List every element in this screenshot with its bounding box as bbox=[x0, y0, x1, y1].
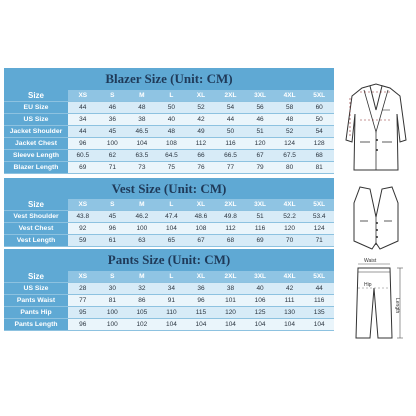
table-cell: 44 bbox=[216, 114, 246, 126]
table-cell: 104 bbox=[275, 319, 305, 331]
table-cell: 38 bbox=[216, 283, 246, 295]
vest-size-header: 2XL bbox=[216, 199, 246, 211]
table-cell: 52.2 bbox=[275, 211, 305, 223]
table-cell: 40 bbox=[245, 283, 275, 295]
table-cell: 48 bbox=[275, 114, 305, 126]
table-cell: 111 bbox=[275, 295, 305, 307]
pants-table bbox=[4, 271, 334, 331]
pants-size-header: 3XL bbox=[245, 271, 275, 283]
row-label: Pants Length bbox=[4, 319, 68, 331]
table-cell: 102 bbox=[127, 319, 157, 331]
table-cell: 45 bbox=[98, 211, 128, 223]
blazer-title: Blazer Size (Unit: CM) bbox=[4, 68, 334, 90]
table-cell: 48 bbox=[157, 126, 187, 138]
table-cell: 104 bbox=[216, 319, 246, 331]
table-cell: 69 bbox=[68, 162, 98, 174]
hip-label: Hip bbox=[364, 282, 372, 288]
pants-header-row bbox=[4, 271, 334, 283]
table-cell: 67 bbox=[186, 235, 216, 247]
table-cell: 105 bbox=[127, 307, 157, 319]
table-cell: 79 bbox=[245, 162, 275, 174]
table-cell: 71 bbox=[98, 162, 128, 174]
table-row bbox=[4, 162, 334, 174]
pants-size-header: 4XL bbox=[275, 271, 305, 283]
table-cell: 53.4 bbox=[304, 211, 334, 223]
table-cell: 30 bbox=[98, 283, 128, 295]
table-cell: 58 bbox=[275, 102, 305, 114]
table-cell: 36 bbox=[98, 114, 128, 126]
table-cell: 104 bbox=[245, 319, 275, 331]
table-cell: 115 bbox=[186, 307, 216, 319]
vest-title: Vest Size (Unit: CM) bbox=[4, 178, 334, 199]
table-cell: 76 bbox=[186, 162, 216, 174]
table-cell: 48 bbox=[127, 102, 157, 114]
table-cell: 125 bbox=[245, 307, 275, 319]
table-cell: 104 bbox=[157, 223, 187, 235]
pants-size-header: 5XL bbox=[304, 271, 334, 283]
table-cell: 101 bbox=[216, 295, 246, 307]
blazer-size-header: 4XL bbox=[275, 90, 305, 102]
table-cell: 46 bbox=[98, 102, 128, 114]
table-cell: 34 bbox=[68, 114, 98, 126]
blazer-size-header: S bbox=[98, 90, 128, 102]
table-cell: 42 bbox=[186, 114, 216, 126]
pants-header-label: Size bbox=[4, 271, 68, 283]
table-row bbox=[4, 283, 334, 295]
table-cell: 56 bbox=[245, 102, 275, 114]
table-cell: 96 bbox=[98, 223, 128, 235]
blazer-table bbox=[4, 90, 334, 174]
table-cell: 120 bbox=[245, 138, 275, 150]
table-cell: 50 bbox=[304, 114, 334, 126]
table-cell: 54 bbox=[304, 126, 334, 138]
table-cell: 116 bbox=[245, 223, 275, 235]
vest-header-row bbox=[4, 199, 334, 211]
pants-size-header: 2XL bbox=[216, 271, 246, 283]
vest-size-header: XL bbox=[186, 199, 216, 211]
table-cell: 62 bbox=[98, 150, 128, 162]
table-cell: 67.5 bbox=[275, 150, 305, 162]
vest-size-header: M bbox=[127, 199, 157, 211]
table-cell: 46.5 bbox=[127, 126, 157, 138]
table-row bbox=[4, 150, 334, 162]
waist-label: Waist bbox=[364, 258, 377, 264]
table-cell: 34 bbox=[157, 283, 187, 295]
table-cell: 112 bbox=[216, 223, 246, 235]
table-cell: 100 bbox=[98, 307, 128, 319]
table-cell: 135 bbox=[304, 307, 334, 319]
table-cell: 70 bbox=[275, 235, 305, 247]
table-cell: 66 bbox=[186, 150, 216, 162]
row-label: Pants Waist bbox=[4, 295, 68, 307]
vest-table bbox=[4, 199, 334, 247]
table-row bbox=[4, 235, 334, 247]
table-cell: 92 bbox=[68, 223, 98, 235]
vest-sketch bbox=[346, 183, 406, 251]
row-label: Pants Hip bbox=[4, 307, 68, 319]
blazer-size-header: 2XL bbox=[216, 90, 246, 102]
vest-size-header: S bbox=[98, 199, 128, 211]
table-cell: 38 bbox=[127, 114, 157, 126]
table-cell: 96 bbox=[68, 138, 98, 150]
table-cell: 68 bbox=[304, 150, 334, 162]
table-cell: 110 bbox=[157, 307, 187, 319]
table-cell: 46 bbox=[245, 114, 275, 126]
table-cell: 67 bbox=[245, 150, 275, 162]
table-cell: 60 bbox=[304, 102, 334, 114]
table-cell: 80 bbox=[275, 162, 305, 174]
table-cell: 59 bbox=[68, 235, 98, 247]
table-row bbox=[4, 138, 334, 150]
table-cell: 63 bbox=[127, 235, 157, 247]
pants-size-header: XS bbox=[68, 271, 98, 283]
table-cell: 81 bbox=[98, 295, 128, 307]
blazer-sketch bbox=[340, 80, 412, 175]
table-cell: 77 bbox=[68, 295, 98, 307]
table-cell: 45 bbox=[98, 126, 128, 138]
table-cell: 63.5 bbox=[127, 150, 157, 162]
row-label: Vest Chest bbox=[4, 223, 68, 235]
table-cell: 64.5 bbox=[157, 150, 187, 162]
table-cell: 108 bbox=[157, 138, 187, 150]
table-cell: 124 bbox=[304, 223, 334, 235]
table-cell: 51 bbox=[245, 211, 275, 223]
table-cell: 120 bbox=[216, 307, 246, 319]
vest-size-header: 3XL bbox=[245, 199, 275, 211]
table-cell: 68 bbox=[216, 235, 246, 247]
vest-size-header: L bbox=[157, 199, 187, 211]
table-cell: 65 bbox=[157, 235, 187, 247]
table-cell: 95 bbox=[68, 307, 98, 319]
vest-size-header: 5XL bbox=[304, 199, 334, 211]
table-cell: 116 bbox=[304, 295, 334, 307]
table-cell: 32 bbox=[127, 283, 157, 295]
blazer-icon bbox=[340, 80, 412, 175]
row-label: US Size bbox=[4, 283, 68, 295]
size-chart-panel bbox=[4, 68, 334, 348]
table-cell: 49.8 bbox=[216, 211, 246, 223]
blazer-size-header: XS bbox=[68, 90, 98, 102]
table-cell: 73 bbox=[127, 162, 157, 174]
table-cell: 43.8 bbox=[68, 211, 98, 223]
table-cell: 130 bbox=[275, 307, 305, 319]
table-cell: 100 bbox=[98, 138, 128, 150]
table-cell: 54 bbox=[216, 102, 246, 114]
table-row bbox=[4, 223, 334, 235]
table-cell: 52 bbox=[186, 102, 216, 114]
table-cell: 44 bbox=[68, 126, 98, 138]
vest-size-header: 4XL bbox=[275, 199, 305, 211]
table-cell: 51 bbox=[245, 126, 275, 138]
table-cell: 124 bbox=[275, 138, 305, 150]
table-cell: 104 bbox=[186, 319, 216, 331]
table-cell: 40 bbox=[157, 114, 187, 126]
vest-size-header: XS bbox=[68, 199, 98, 211]
table-row bbox=[4, 307, 334, 319]
row-label: Sleeve Length bbox=[4, 150, 68, 162]
row-label: EU Size bbox=[4, 102, 68, 114]
table-row bbox=[4, 295, 334, 307]
table-cell: 100 bbox=[98, 319, 128, 331]
table-cell: 81 bbox=[304, 162, 334, 174]
table-row bbox=[4, 126, 334, 138]
table-cell: 104 bbox=[304, 319, 334, 331]
blazer-size-header: 5XL bbox=[304, 90, 334, 102]
table-cell: 48.6 bbox=[186, 211, 216, 223]
row-label: US Size bbox=[4, 114, 68, 126]
table-cell: 42 bbox=[275, 283, 305, 295]
pants-size-header: M bbox=[127, 271, 157, 283]
table-cell: 86 bbox=[127, 295, 157, 307]
table-cell: 77 bbox=[216, 162, 246, 174]
table-row bbox=[4, 211, 334, 223]
table-cell: 100 bbox=[127, 223, 157, 235]
vest-header-label: Size bbox=[4, 199, 68, 211]
table-cell: 28 bbox=[68, 283, 98, 295]
pants-size-header: S bbox=[98, 271, 128, 283]
table-cell: 91 bbox=[157, 295, 187, 307]
table-row bbox=[4, 102, 334, 114]
pants-size-header: XL bbox=[186, 271, 216, 283]
pants-size-header: L bbox=[157, 271, 187, 283]
table-cell: 49 bbox=[186, 126, 216, 138]
table-cell: 46.2 bbox=[127, 211, 157, 223]
table-cell: 61 bbox=[98, 235, 128, 247]
table-cell: 96 bbox=[68, 319, 98, 331]
table-cell: 47.4 bbox=[157, 211, 187, 223]
blazer-size-header: M bbox=[127, 90, 157, 102]
table-cell: 112 bbox=[186, 138, 216, 150]
table-cell: 104 bbox=[127, 138, 157, 150]
table-cell: 69 bbox=[245, 235, 275, 247]
row-label: Blazer Length bbox=[4, 162, 68, 174]
length-label: Length bbox=[394, 298, 400, 314]
table-cell: 106 bbox=[245, 295, 275, 307]
blazer-header-label: Size bbox=[4, 90, 68, 102]
table-cell: 66.5 bbox=[216, 150, 246, 162]
blazer-size-header: L bbox=[157, 90, 187, 102]
vest-icon bbox=[346, 183, 406, 251]
table-cell: 120 bbox=[275, 223, 305, 235]
table-cell: 36 bbox=[186, 283, 216, 295]
table-row bbox=[4, 319, 334, 331]
blazer-size-header: XL bbox=[186, 90, 216, 102]
table-cell: 52 bbox=[275, 126, 305, 138]
blazer-header-row bbox=[4, 90, 334, 102]
row-label: Vest Shoulder bbox=[4, 211, 68, 223]
table-cell: 50 bbox=[157, 102, 187, 114]
table-cell: 96 bbox=[186, 295, 216, 307]
table-cell: 60.5 bbox=[68, 150, 98, 162]
pants-sketch bbox=[350, 258, 414, 344]
table-cell: 71 bbox=[304, 235, 334, 247]
table-cell: 104 bbox=[157, 319, 187, 331]
table-cell: 44 bbox=[304, 283, 334, 295]
row-label: Vest Length bbox=[4, 235, 68, 247]
table-cell: 108 bbox=[186, 223, 216, 235]
blazer-size-header: 3XL bbox=[245, 90, 275, 102]
row-label: Jacket Chest bbox=[4, 138, 68, 150]
table-row bbox=[4, 114, 334, 126]
table-cell: 116 bbox=[216, 138, 246, 150]
pants-title: Pants Size (Unit: CM) bbox=[4, 249, 334, 271]
table-cell: 75 bbox=[157, 162, 187, 174]
row-label: Jacket Shoulder bbox=[4, 126, 68, 138]
table-cell: 44 bbox=[68, 102, 98, 114]
table-cell: 128 bbox=[304, 138, 334, 150]
pants-icon bbox=[350, 258, 414, 344]
table-cell: 50 bbox=[216, 126, 246, 138]
